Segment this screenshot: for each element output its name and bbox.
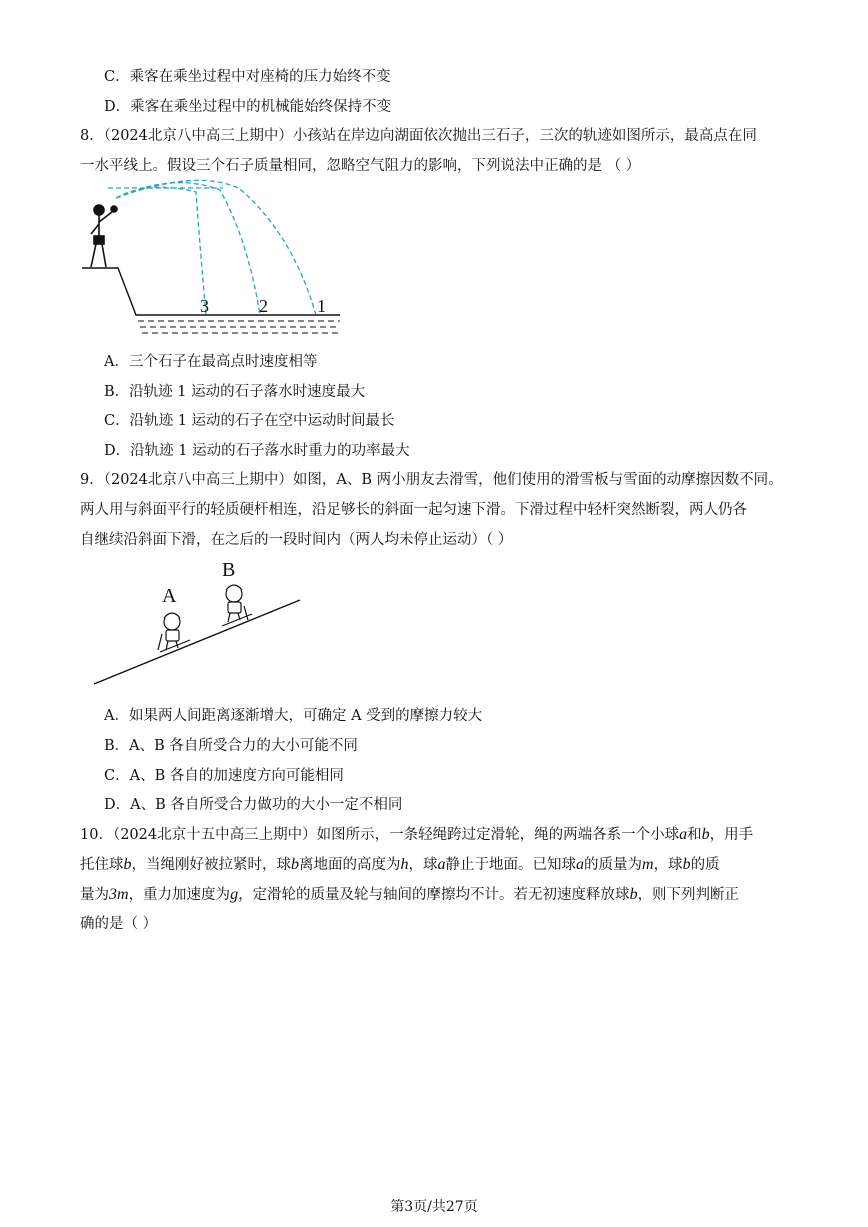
q8-option-a: A．三个石子在最高点时速度相等 xyxy=(104,354,318,370)
skier-b xyxy=(222,585,252,626)
q9-stem-line3: 自继续沿斜面下滑，在之后的一段时间内（两人均未停止运动）（ ） xyxy=(80,532,513,548)
q8-stem-line2: 一水平线上。假设三个石子质量相同，忽略空气阻力的影响，下列说法中正确的是 （ ） xyxy=(80,158,641,174)
q8-option-c: C．沿轨迹 1 运动的石子在空中运动时间最长 xyxy=(104,413,395,429)
q7-option-c: C．乘客在乘坐过程中对座椅的压力始终不变 xyxy=(104,69,391,85)
q7-option-d: D．乘客在乘坐过程中的机械能始终保持不变 xyxy=(104,99,392,115)
q9-option-a: A．如果两人间距离逐渐增大，可确定 A 受到的摩擦力较大 xyxy=(104,708,483,724)
q8-option-d: D．沿轨迹 1 运动的石子落水时重力的功率最大 xyxy=(104,443,410,459)
q8-stem-line1: 8．（2024北京八中高三上期中）小孩站在岸边向湖面依次抛出三石子，三次的轨迹如图所示，最高点在同 xyxy=(80,128,757,144)
label-2: 2 xyxy=(259,296,268,316)
q9-figure-skiers xyxy=(92,560,307,690)
label-a: A xyxy=(162,585,177,607)
q9-option-d: D．A、B 各自所受合力做功的大小一定不相同 xyxy=(104,797,403,813)
water-surface xyxy=(138,321,340,333)
q8-option-b: B．沿轨迹 1 运动的石子落水时速度最大 xyxy=(104,384,366,400)
label-b: B xyxy=(222,559,236,581)
q8-figure-trajectories xyxy=(78,180,348,340)
q9-option-c: C．A、B 各自的加速度方向可能相同 xyxy=(104,768,344,784)
q9-option-b: B．A、B 各自所受合力的大小可能不同 xyxy=(104,738,358,754)
q9-stem-line1: 9．（2024北京八中高三上期中）如图，A、B 两小朋友去滑雪，他们使用的滑雪板与雪面的动摩擦因数不同。 xyxy=(80,472,783,488)
q10-stem-line3: 量为3m，重力加速度为g，定滑轮的质量及轮与轴间的摩擦均不计。若无初速度释放球b，则下列判断正 xyxy=(80,886,740,903)
child-figure xyxy=(91,205,117,267)
page-footer: 第3页/共27页 xyxy=(390,1199,478,1215)
trajectory-1 xyxy=(116,180,316,315)
trajectory-2 xyxy=(116,183,260,315)
label-3: 3 xyxy=(200,296,209,316)
q10-stem-line1: 10．（2024北京十五中高三上期中）如图所示，一条轻绳跨过定滑轮，绳的两端各系一个小球a和b，用手 xyxy=(80,826,754,843)
q9-stem-line2: 两人用与斜面平行的轻质硬杆相连，沿足够长的斜面一起匀速下滑。下滑过程中轻杆突然断裂，两人仍各 xyxy=(80,502,747,518)
trajectory-3 xyxy=(116,187,206,315)
slope-line xyxy=(94,600,300,684)
q10-stem-line2: 托住球b，当绳刚好被拉紧时，球b离地面的高度为h，球a静止于地面。已知球a的质量为m，球b的质 xyxy=(80,856,720,873)
label-1: 1 xyxy=(317,296,326,316)
q10-stem-line4: 确的是（ ） xyxy=(80,916,158,932)
